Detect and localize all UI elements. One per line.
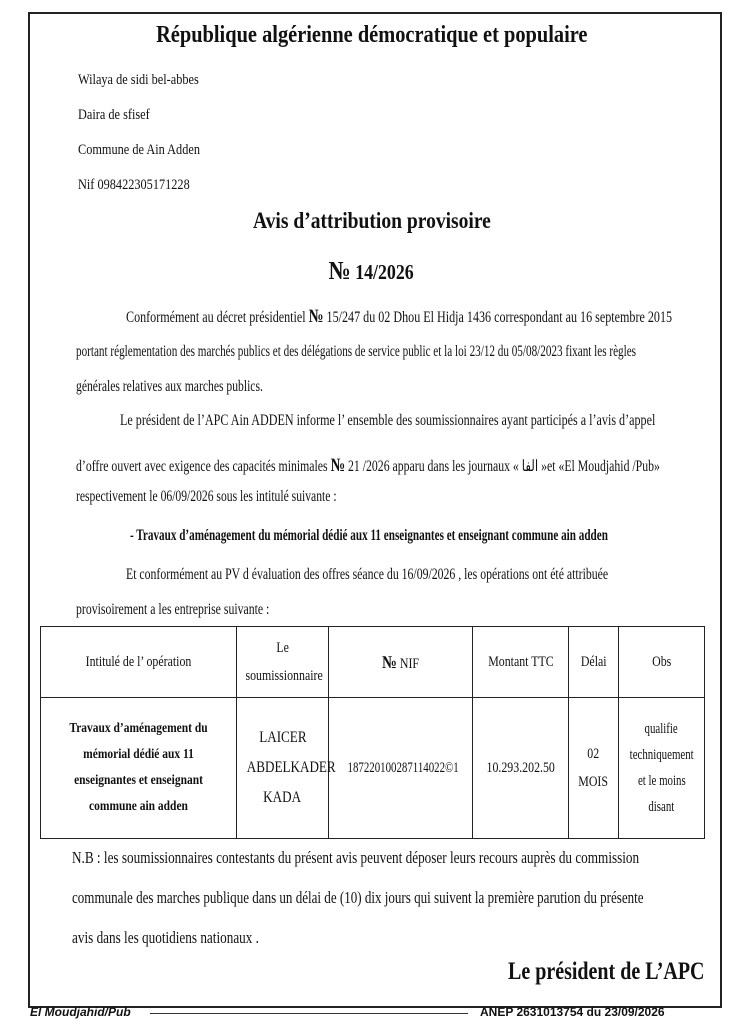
footer-publication: El Moudjahid/Pub: [30, 1005, 131, 1019]
cell-operation: Travaux d’aménagement du mémorial dédié aux 11 enseignantes et enseignant commune ain adden: [41, 698, 237, 839]
body-paragraph-2-line-3: respectivement le 06/09/2026 sous les intitulé suivante :: [76, 488, 337, 505]
cell-obs: qualifie techniquement et le moins disant: [619, 698, 705, 839]
award-table: [40, 626, 705, 839]
footer-divider: [150, 1013, 468, 1014]
header-nif: № NIF: [329, 627, 473, 698]
cell-bidder: LAICER ABDELKADER KADA: [237, 698, 329, 839]
award-table-header-row: [41, 627, 705, 698]
body-paragraph-3-line-1: Et conformément au PV d évaluation des offres séance du 16/09/2026 , les opérations ont été attribuée: [126, 566, 609, 583]
nif-line: Nif 098422305171228: [78, 177, 190, 193]
project-title: - Travaux d’aménagement du mémorial dédié aux 11 enseignantes et enseignant commune ain adden: [130, 527, 608, 544]
cell-delay: 02 MOIS: [569, 698, 619, 839]
header-bidder: Le soumissionnaire: [237, 627, 329, 698]
republic-heading: République algérienne démocratique et populaire: [155, 22, 588, 48]
body-paragraph-2-line-1: Le président de l’APC Ain ADDEN informe l’ ensemble des soumissionnaires ayant participés a l’avis d’appel: [120, 412, 656, 429]
wilaya-line: Wilaya de sidi bel-abbes: [78, 72, 199, 88]
body-paragraph-3-line-2: provisoirement a les entreprise suivante :: [76, 601, 270, 618]
body-paragraph-2-line-2: d’offre ouvert avec exigence des capacités minimales № 21 /2026 apparu dans les journaux « الفا »et «El Moudjahid /Pub»: [76, 455, 660, 476]
nb-line-2: communale des marches publique dans un délai de (10) dix jours qui suivent la première parution du présente: [72, 888, 644, 907]
body-paragraph-1-line-1: Conformément au décret présidentiel № 15/247 du 02 Dhou El Hidja 1436 correspondant au 16 septembre 2015: [126, 306, 673, 327]
notice-title: Avis d’attribution provisoire: [252, 208, 491, 233]
cell-nif: 187220100287114022©1: [329, 698, 473, 839]
signature: Le président de L’APC: [508, 958, 705, 985]
nb-line-1: N.B : les soumissionnaires contestants du présent avis peuvent déposer leurs recours auprès du commission: [72, 848, 640, 867]
commune-line: Commune de Ain Adden: [78, 142, 200, 158]
daira-line: Daira de sfisef: [78, 107, 150, 123]
notice-number: № 14/2026: [328, 256, 415, 285]
table-row: [41, 698, 705, 839]
body-paragraph-1-line-3: générales relatives aux marches publics.: [76, 378, 263, 395]
header-amount: Montant TTC: [473, 627, 569, 698]
body-paragraph-1-line-2: portant réglementation des marchés publics et des délégations de service public et la loi 23/12 du 05/08/2023 fixant les règles: [76, 343, 637, 360]
footer-anep-reference: ANEP 2631013754 du 23/09/2026: [480, 1005, 665, 1019]
cell-amount: 10.293.202.50: [473, 698, 569, 839]
header-delay: Délai: [569, 627, 619, 698]
header-operation: Intitulé de l’ opération: [41, 627, 237, 698]
header-obs: Obs: [619, 627, 705, 698]
nb-line-3: avis dans les quotidiens nationaux .: [72, 928, 259, 947]
